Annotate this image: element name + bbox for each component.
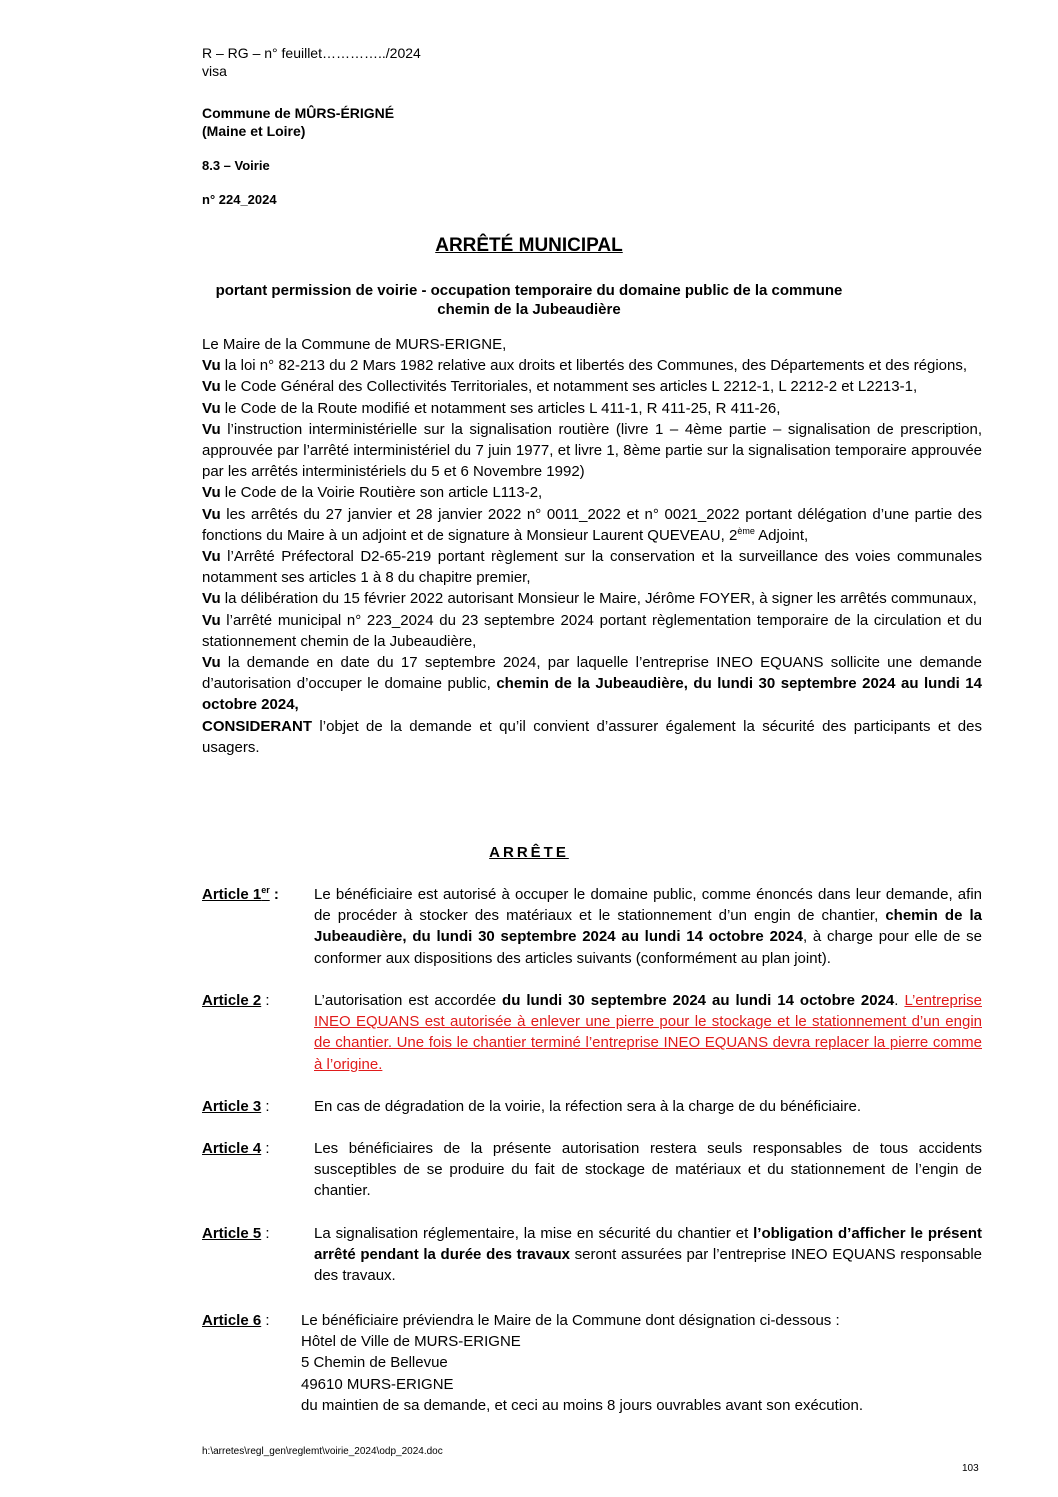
article-6-label: Article 6 :: [202, 1312, 270, 1329]
commune-name: Commune de MÛRS-ÉRIGNÉ: [202, 105, 395, 121]
preamble-vu-2: Vu le Code Général des Collectivités Territoriales, et notamment ses articles L 2212-1, L 2212-2 et L2213-1,: [202, 378, 918, 396]
article-6-line-2: Hôtel de Ville de MURS-ERIGNE: [301, 1333, 521, 1351]
preamble-vu-10: Vu la demande en date du 17 septembre 2024, par laquelle l’entreprise INEO EQUANS sollicite une demande d’autorisation d’occuper le domaine public, chemin de la Jubeaudière, du lundi 30 septembre 2024 au lundi 14 octobre 2024,: [202, 654, 982, 714]
article-6-line-3: 5 Chemin de Bellevue: [301, 1354, 448, 1372]
preamble-vu-8: Vu la délibération du 15 février 2022 autorisant Monsieur le Maire, Jérôme FOYER, à signer les arrêtés communaux,: [202, 590, 977, 608]
category-label: 8.3 – Voirie: [202, 158, 270, 173]
article-6-line-1: Le bénéficiaire préviendra le Maire de la Commune dont désignation ci-dessous :: [301, 1312, 840, 1329]
visa-label: visa: [202, 63, 227, 79]
article-2-label: Article 2 :: [202, 992, 270, 1009]
article-2-red-notice: L’entreprise INEO EQUANS est autorisée à enlever une pierre pour le stockage et le stationnement d’un engin de chantier. Une fois le chantier terminé l’entreprise INEO EQUANS devra replacer la pierre comme à l’origine.: [314, 992, 982, 1073]
footer-file-path: h:\arretes\regl_gen\reglemt\voirie_2024\odp_2024.doc: [202, 1446, 443, 1457]
preamble-intro: Le Maire de la Commune de MURS-ERIGNE,: [202, 336, 507, 353]
article-1-label: Article 1er :: [202, 885, 279, 903]
preamble-vu-7: Vu l’Arrêté Préfectoral D2-65-219 portant règlement sur la conservation et la surveillance des voies communales notamment ses articles 1 à 8 du chapitre premier,: [202, 548, 982, 587]
article-6-text: [301, 1310, 982, 1416]
article-3-text: En cas de dégradation de la voirie, la réfection sera à la charge de du bénéficiaire.: [314, 1098, 862, 1115]
article-3-label: Article 3 :: [202, 1098, 270, 1115]
preamble-considerant: CONSIDERANT l’objet de la demande et qu’il convient d’assurer également la sécurité des participants et des usagers.: [202, 717, 982, 756]
article-1-text: Le bénéficiaire est autorisé à occuper le domaine public, comme énoncés dans leur demande, afin de procéder à stocker des matériaux et le stationnement d’un engin de chantier, chemin de la Jubeaudière, du lundi 30 septembre 2024 au lundi 14 octobre 2024, à charge pour elle de se conformer aux dispositions des articles suivants (conformément au plan joint).: [314, 886, 982, 967]
preamble-vu-3: Vu le Code de la Route modifié et notamment ses articles L 411-1, R 411-25, R 411-26,: [202, 399, 781, 417]
arrete-heading: ARRÊTE: [489, 844, 569, 861]
preamble-vu-6: Vu les arrêtés du 27 janvier et 28 janvier 2022 n° 0011_2022 et n° 0021_2022 portant délégation d’une partie des fonctions du Maire à un adjoint et de signature à Monsieur Laurent QUEVEAU, 2ème Adjoint,: [202, 505, 982, 544]
preamble: [202, 334, 982, 758]
article-6-line-5: du maintien de sa demande, et ceci au moins 8 jours ouvrables avant son exécution.: [301, 1396, 864, 1414]
reference-line: R – RG – n° feuillet…………../2024: [202, 45, 421, 61]
page-title: ARRÊTÉ MUNICIPAL: [435, 235, 623, 256]
department-name: (Maine et Loire): [202, 123, 306, 139]
article-2-text: L’autorisation est accordée du lundi 30 septembre 2024 au lundi 14 octobre 2024. L’entreprise INEO EQUANS est autorisée à enlever une pierre pour le stockage et le stationnement d’un engin de chantier. Une fois le chantier terminé l’entreprise INEO EQUANS devra replacer la pierre comme à l’origine.: [314, 992, 982, 1073]
article-5-text: La signalisation réglementaire, la mise en sécurité du chantier et l’obligation d’afficher le présent arrêté pendant la durée des travaux seront assurées par l’entreprise INEO EQUANS responsable des travaux.: [314, 1225, 983, 1285]
subtitle-line-2: chemin de la Jubeaudière: [437, 301, 621, 318]
article-4-label: Article 4 :: [202, 1140, 270, 1157]
article-6-line-4: 49610 MURS-ERIGNE: [301, 1375, 454, 1393]
preamble-vu-4: Vu l’instruction interministérielle sur la signalisation routière (livre 1 – 4ème partie – signalisation de prescription, approuvée par l’arrêté interministériel du 7 juin 1977, et livre 1, 8ème partie sur la signalisation temporaire approuvée par les arrêtés interministériels du 5 et 6 Novembre 1992): [202, 420, 982, 481]
page-number: 103: [962, 1463, 979, 1474]
preamble-vu-9: Vu l’arrêté municipal n° 223_2024 du 23 septembre 2024 portant règlementation temporaire de la circulation et du stationnement chemin de la Jubeaudière,: [202, 611, 982, 650]
preamble-vu-1: Vu la loi n° 82-213 du 2 Mars 1982 relative aux droits et libertés des Communes, des Départements et des régions,: [202, 357, 968, 375]
subtitle-line-1: portant permission de voirie - occupation temporaire du domaine public de la commune: [215, 282, 843, 299]
article-5-label: Article 5 :: [202, 1225, 270, 1242]
article-4-text: Les bénéficiaires de la présente autorisation restera seuls responsables de tous accidents susceptibles de se produire du fait de stockage de matériaux et du stationnement de l’engin de chantier.: [314, 1140, 982, 1200]
decree-number: n° 224_2024: [202, 192, 277, 207]
preamble-vu-5: Vu le Code de la Voirie Routière son article L113-2,: [202, 484, 543, 502]
